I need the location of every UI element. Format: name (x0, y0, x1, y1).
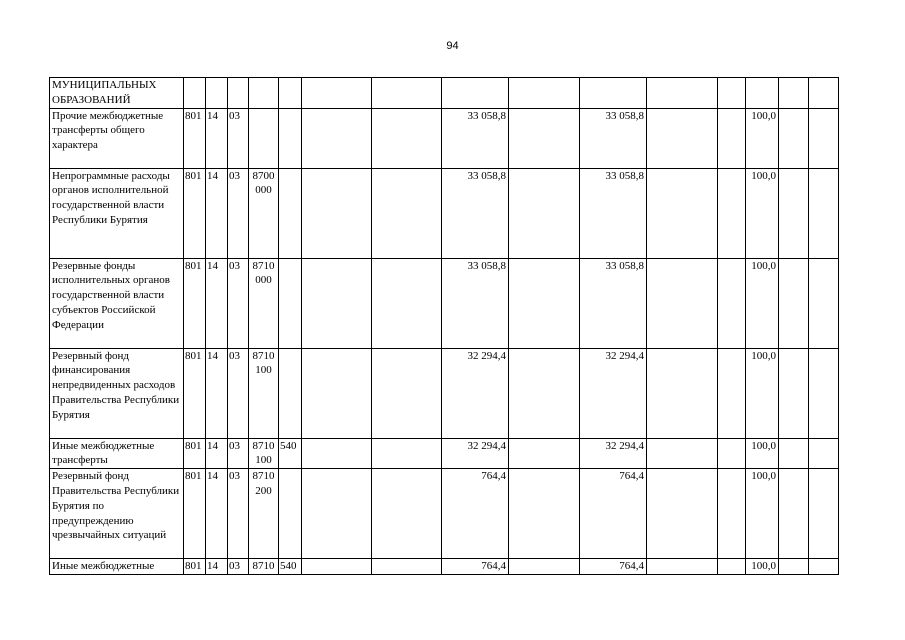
code-cell-3: 03 (228, 469, 249, 559)
empty-cell (779, 78, 809, 109)
code-cell-5 (279, 258, 302, 348)
row-name-cell: МУНИЦИПАЛЬНЫХ ОБРАЗОВАНИЙ (50, 78, 184, 109)
row-name-cell: Непрограммные расходы органов исполнительной государственной власти Республики Бурятия (50, 168, 184, 258)
code-cell-1: 801 (184, 108, 206, 168)
code-cell-1: 801 (184, 168, 206, 258)
amount-planned-cell: 33 058,8 (442, 168, 509, 258)
code-cell-2: 14 (206, 258, 228, 348)
empty-cell (779, 469, 809, 559)
empty-cell (372, 559, 442, 575)
empty-cell (809, 258, 839, 348)
code-cell-1: 801 (184, 258, 206, 348)
row-name-cell: Резервный фонд Правительства Республики Бурятия по предупреждению чрезвычайных ситуаций (50, 469, 184, 559)
page-number: 94 (446, 40, 459, 52)
empty-cell (302, 258, 372, 348)
code-cell-5 (279, 469, 302, 559)
code-cell-3: 03 (228, 108, 249, 168)
empty-cell (809, 78, 839, 109)
empty-cell (779, 168, 809, 258)
code-cell-5: 540 (279, 438, 302, 469)
percent-cell: 100,0 (746, 168, 779, 258)
amount-planned-cell: 33 058,8 (442, 108, 509, 168)
percent-cell: 100,0 (746, 348, 779, 438)
empty-cell (718, 348, 746, 438)
row-name-cell: Резервные фонды исполнительных органов государственной власти субъектов Российской Федерации (50, 258, 184, 348)
empty-cell (647, 438, 718, 469)
empty-cell (647, 108, 718, 168)
table-row (50, 469, 839, 559)
code-cell-1: 801 (184, 559, 206, 575)
row-name-cell: Иные межбюджетные трансферты (50, 438, 184, 469)
empty-cell (647, 469, 718, 559)
empty-cell (372, 438, 442, 469)
amount-planned-cell: 32 294,4 (442, 348, 509, 438)
code-cell-3: 03 (228, 168, 249, 258)
table-row (50, 258, 839, 348)
empty-cell (779, 108, 809, 168)
code-cell-5: 540 (279, 559, 302, 575)
percent-cell: 100,0 (746, 258, 779, 348)
table-row (50, 438, 839, 469)
empty-cell (718, 559, 746, 575)
empty-cell (647, 258, 718, 348)
code-cell-5 (279, 78, 302, 109)
empty-cell (372, 108, 442, 168)
code-cell-2: 14 (206, 469, 228, 559)
empty-cell (779, 258, 809, 348)
empty-cell (302, 348, 372, 438)
empty-cell (647, 168, 718, 258)
code-cell-2 (206, 78, 228, 109)
amount-actual-cell: 32 294,4 (580, 438, 647, 469)
empty-cell (718, 258, 746, 348)
empty-cell (779, 559, 809, 575)
empty-cell (779, 438, 809, 469)
code-cell-3 (228, 78, 249, 109)
empty-cell (302, 559, 372, 575)
code-cell-1 (184, 78, 206, 109)
empty-cell (647, 348, 718, 438)
code-cell-5 (279, 108, 302, 168)
code-cell-3: 03 (228, 559, 249, 575)
code-cell-3: 03 (228, 258, 249, 348)
amount-actual-cell: 764,4 (580, 469, 647, 559)
amount-planned-cell: 764,4 (442, 559, 509, 575)
table-row (50, 108, 839, 168)
percent-cell: 100,0 (746, 469, 779, 559)
empty-cell (372, 469, 442, 559)
code-cell-3: 03 (228, 438, 249, 469)
code-cell-2: 14 (206, 438, 228, 469)
empty-cell (718, 78, 746, 109)
empty-cell (809, 108, 839, 168)
empty-cell (779, 348, 809, 438)
empty-cell (372, 258, 442, 348)
empty-cell (509, 438, 580, 469)
empty-cell (809, 348, 839, 438)
code-cell-4: 8710 000 (249, 258, 279, 348)
code-cell-4 (249, 78, 279, 109)
table-row (50, 559, 839, 575)
code-cell-1: 801 (184, 469, 206, 559)
code-cell-5 (279, 168, 302, 258)
empty-cell (509, 168, 580, 258)
amount-actual-cell: 33 058,8 (580, 168, 647, 258)
code-cell-5 (279, 348, 302, 438)
empty-cell (302, 108, 372, 168)
percent-cell (746, 78, 779, 109)
budget-table (49, 77, 839, 575)
code-cell-2: 14 (206, 168, 228, 258)
empty-cell (372, 78, 442, 109)
code-cell-1: 801 (184, 348, 206, 438)
percent-cell: 100,0 (746, 559, 779, 575)
empty-cell (302, 438, 372, 469)
percent-cell: 100,0 (746, 108, 779, 168)
code-cell-4: 8710 100 (249, 438, 279, 469)
table-row (50, 168, 839, 258)
code-cell-1: 801 (184, 438, 206, 469)
code-cell-2: 14 (206, 348, 228, 438)
row-name-cell: Иные межбюджетные (50, 559, 184, 575)
code-cell-4: 8710 (249, 559, 279, 575)
amount-planned-cell: 33 058,8 (442, 258, 509, 348)
row-name-cell: Резервный фонд финансирования непредвиденных расходов Правительства Республики Бурятия (50, 348, 184, 438)
empty-cell (809, 438, 839, 469)
empty-cell (509, 258, 580, 348)
empty-cell (718, 168, 746, 258)
empty-cell (372, 168, 442, 258)
empty-cell (372, 348, 442, 438)
empty-cell (509, 348, 580, 438)
empty-cell (509, 108, 580, 168)
amount-planned-cell: 764,4 (442, 469, 509, 559)
amount-actual-cell: 32 294,4 (580, 348, 647, 438)
percent-cell: 100,0 (746, 438, 779, 469)
amount-planned-cell: 32 294,4 (442, 438, 509, 469)
code-cell-4: 8710 100 (249, 348, 279, 438)
empty-cell (718, 469, 746, 559)
code-cell-3: 03 (228, 348, 249, 438)
code-cell-4: 8710 200 (249, 469, 279, 559)
row-name-cell: Прочие межбюджетные трансферты общего характера (50, 108, 184, 168)
empty-cell (509, 78, 580, 109)
empty-cell (809, 469, 839, 559)
code-cell-4: 8700 000 (249, 168, 279, 258)
table-row (50, 348, 839, 438)
empty-cell (509, 469, 580, 559)
empty-cell (509, 559, 580, 575)
code-cell-2: 14 (206, 559, 228, 575)
empty-cell (809, 168, 839, 258)
empty-cell (302, 469, 372, 559)
amount-actual-cell: 33 058,8 (580, 108, 647, 168)
amount-actual-cell: 764,4 (580, 559, 647, 575)
empty-cell (718, 438, 746, 469)
empty-cell (647, 78, 718, 109)
empty-cell (718, 108, 746, 168)
amount-planned-cell (442, 78, 509, 109)
empty-cell (809, 559, 839, 575)
amount-actual-cell (580, 78, 647, 109)
empty-cell (302, 168, 372, 258)
code-cell-4 (249, 108, 279, 168)
empty-cell (647, 559, 718, 575)
code-cell-2: 14 (206, 108, 228, 168)
amount-actual-cell: 33 058,8 (580, 258, 647, 348)
table-row (50, 78, 839, 109)
empty-cell (302, 78, 372, 109)
